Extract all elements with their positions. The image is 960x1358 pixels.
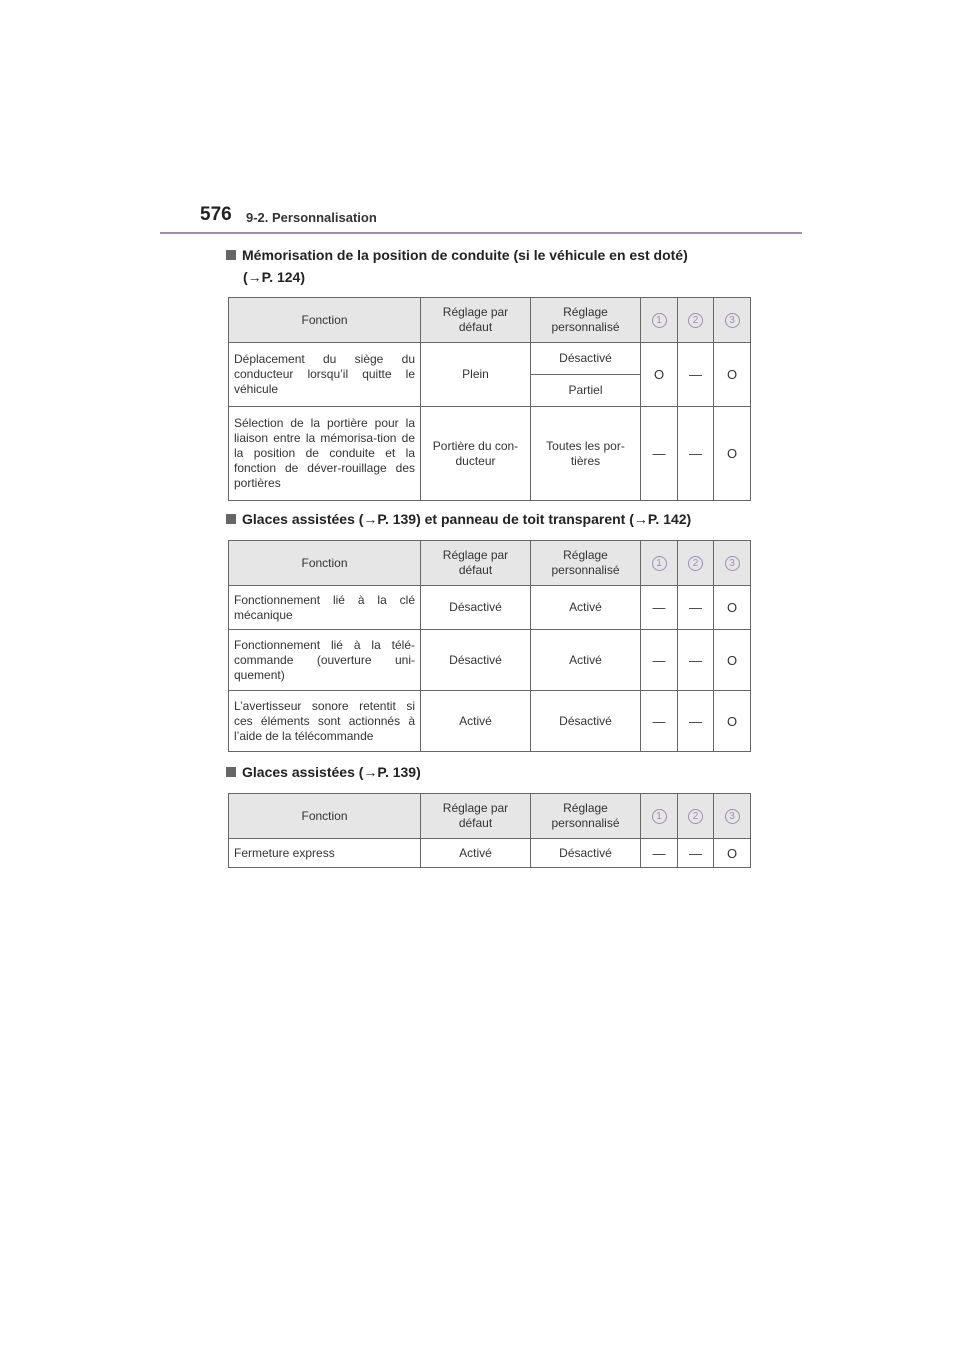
- function-cell: Fermeture express: [229, 839, 421, 868]
- circled-2-icon: 2: [688, 809, 703, 824]
- table-header-row: [229, 298, 751, 343]
- settings-table-windows-roof: [228, 540, 751, 752]
- mark-cell-1: —: [641, 586, 678, 630]
- column-header-function: Fonction: [229, 794, 421, 839]
- custom-cell: Désactivé: [531, 691, 641, 752]
- column-header-1: [641, 541, 678, 586]
- custom-cell: Désactivé: [531, 343, 641, 375]
- mark-cell-1: —: [641, 691, 678, 752]
- page-number: 576: [200, 204, 232, 225]
- table-row: [229, 343, 751, 375]
- column-header-3: [714, 541, 751, 586]
- mark-cell-2: —: [678, 839, 714, 868]
- column-header-custom: Réglage personnalisé: [531, 298, 641, 343]
- circled-3-icon: 3: [725, 313, 740, 328]
- mark-cell-3: O: [714, 343, 751, 407]
- section-heading-windows: Glaces assistées (→P. 139): [226, 761, 421, 783]
- column-header-3: [714, 794, 751, 839]
- custom-cell: Partiel: [531, 375, 641, 407]
- mark-cell-3: O: [714, 630, 751, 691]
- function-cell: Sélection de la portière pour la liaison entre la mémorisa-tion de la position de conduite et la fonction de déver-rouillage des portières: [229, 407, 421, 501]
- circled-3-icon: 3: [725, 809, 740, 824]
- section-heading-memory: Mémorisation de la position de conduite (si le véhicule en est doté) (→P. 124): [226, 244, 688, 288]
- mark-cell-1: —: [641, 839, 678, 868]
- mark-cell-2: —: [678, 586, 714, 630]
- custom-cell: Toutes les por-tières: [531, 407, 641, 501]
- mark-cell-3: O: [714, 839, 751, 868]
- square-bullet-icon: [226, 767, 236, 777]
- function-cell: L’avertisseur sonore retentit si ces éléments sont actionnés à l’aide de la télécommande: [229, 691, 421, 752]
- table-row: [229, 630, 751, 691]
- default-cell: Activé: [421, 839, 531, 868]
- custom-cell: Désactivé: [531, 839, 641, 868]
- circled-2-icon: 2: [688, 556, 703, 571]
- column-header-2: [678, 541, 714, 586]
- column-header-custom: Réglage personnalisé: [531, 541, 641, 586]
- mark-cell-2: —: [678, 407, 714, 501]
- table-header-row: [229, 541, 751, 586]
- function-cell: Fonctionnement lié à la télé-commande (ouverture uni-quement): [229, 630, 421, 691]
- column-header-function: Fonction: [229, 298, 421, 343]
- settings-table-memory: [228, 297, 751, 501]
- column-header-1: [641, 298, 678, 343]
- square-bullet-icon: [226, 250, 236, 260]
- header-divider: [160, 232, 802, 234]
- circled-1-icon: 1: [652, 556, 667, 571]
- circled-1-icon: 1: [652, 313, 667, 328]
- column-header-default: Réglage par défaut: [421, 298, 531, 343]
- default-cell: Activé: [421, 691, 531, 752]
- circled-1-icon: 1: [652, 809, 667, 824]
- column-header-1: [641, 794, 678, 839]
- default-cell: Désactivé: [421, 630, 531, 691]
- square-bullet-icon: [226, 514, 236, 524]
- column-header-2: [678, 794, 714, 839]
- mark-cell-2: —: [678, 630, 714, 691]
- mark-cell-1: —: [641, 630, 678, 691]
- mark-cell-1: O: [641, 343, 678, 407]
- table-row: [229, 586, 751, 630]
- mark-cell-3: O: [714, 691, 751, 752]
- mark-cell-2: —: [678, 343, 714, 407]
- default-cell: Portière du con-ducteur: [421, 407, 531, 501]
- section-heading-windows-roof: Glaces assistées (→P. 139) et panneau de toit transparent (→P. 142): [226, 508, 691, 530]
- custom-cell: Activé: [531, 630, 641, 691]
- function-cell: Fonctionnement lié à la clé mécanique: [229, 586, 421, 630]
- column-header-2: [678, 298, 714, 343]
- function-cell: Déplacement du siège du conducteur lorsqu’il quitte le véhicule: [229, 343, 421, 407]
- column-header-custom: Réglage personnalisé: [531, 794, 641, 839]
- custom-cell: Activé: [531, 586, 641, 630]
- circled-2-icon: 2: [688, 313, 703, 328]
- mark-cell-3: O: [714, 586, 751, 630]
- table-row: [229, 407, 751, 501]
- column-header-function: Fonction: [229, 541, 421, 586]
- mark-cell-2: —: [678, 691, 714, 752]
- table-row: [229, 691, 751, 752]
- column-header-default: Réglage par défaut: [421, 541, 531, 586]
- circled-3-icon: 3: [725, 556, 740, 571]
- default-cell: Plein: [421, 343, 531, 407]
- table-row: [229, 839, 751, 868]
- settings-table-windows: [228, 793, 751, 868]
- mark-cell-1: —: [641, 407, 678, 501]
- mark-cell-3: O: [714, 407, 751, 501]
- column-header-default: Réglage par défaut: [421, 794, 531, 839]
- table-header-row: [229, 794, 751, 839]
- default-cell: Désactivé: [421, 586, 531, 630]
- column-header-3: [714, 298, 751, 343]
- section-title: 9-2. Personnalisation: [246, 210, 377, 225]
